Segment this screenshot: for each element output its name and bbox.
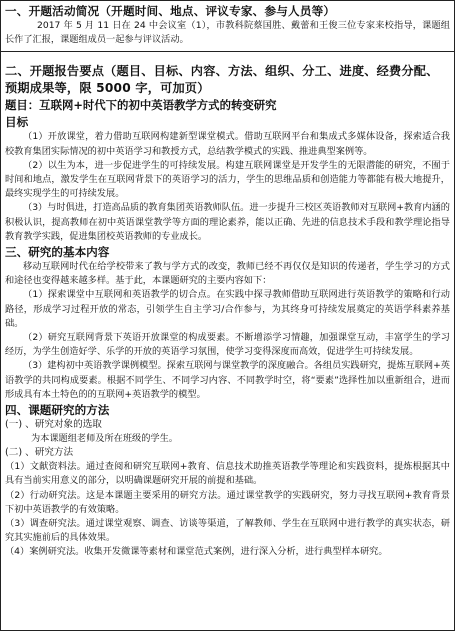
content-intro: 移动互联网时代在给学校带来了教与学方式的改变，教师已经不再仅仅是知识的传递者，学生学习的方式和途径也变得越来越多样。基于此，本课题研究的主要内容如下： <box>5 261 450 287</box>
method-item-4: （4）案例研究法。收集开发微课等素材和课堂范式案例，进行深入分析，进行典型样本研究。 <box>5 546 388 558</box>
methods-heading: 四、课题研究的方法 <box>5 403 110 418</box>
goal-item-3: （3）与时俱进，打造高品质的教育集团英语教师队伍。进一步提升三校区英语教师对互联网+教育内涵的积极认识，提高教师在初中英语课堂教学等方面的理论素养，能以正确、先进的信息技术手段和教学理论指导教育教学实践，促进集团校英语教师的专业成长。 <box>5 202 450 242</box>
report-heading: 二、开题报告要点（题目、目标、内容、方法、组织、分工、进度、经费分配、预期成果等，限 5000 字，可加页） <box>5 64 439 96</box>
method-heading: (二) 、研究方法 <box>5 447 74 459</box>
report-section <box>1 52 454 559</box>
activity-section <box>1 1 454 52</box>
topic-title: 题目：互联网+时代下的初中英语教学方式的转变研究 <box>5 98 277 113</box>
method-item-1: （1）文献资料法。通过查阅和研究互联网+教育、信息技术助推英语教学等理论和实践资料，提炼根据其中具有当前实用意义的部分，以明确课题研究开展的前提和基础。 <box>5 461 450 487</box>
method-item-2: （2）行动研究法。这是本课题主要采用的研究方法。通过课堂教学的实践研究，努力寻找互联网+教育背景下初中英语教学的有效策略。 <box>5 489 450 515</box>
content-item-3: （3）建构初中英语教学课例模型。探索互联网与课堂教学的深度融合。各组员实践研究，提炼互联网+英语教学的共同构成要素。根据不同学生、不同学习内容、不同教学时空，将“要素”选择性加以重新组合，进而形成具有本土特色的的互联网+英语教学的模型。 <box>5 360 450 400</box>
goal-item-2: （2）以生为本，进一步促进学生的可持续发展。构建互联网课堂是开发学生的无限潜能的研究，不囿于时间和地点，激发学生在互联网背景下的英语学习的活力，学生的思维品质和创造能力等都能有极大地提升，最终实现学生的可持续发展。 <box>5 159 450 200</box>
method-item-3: （3）调查研究法。通过课堂观察、调查、访谈等渠道，了解教师、学生在互联网中进行教学的真实状态，研究其实施前后的具体效果。 <box>5 518 450 544</box>
content-heading: 三、研究的基本内容 <box>5 245 110 260</box>
content-item-2: （2）研究互联网背景下英语开放课堂的构成要素。不断增添学习情趣，加强课堂互动，丰富学生的学习经历，为学生创造好学、乐学的开放的英语学习氛围，使学习变得深度而高效，促进学生可持续发展。 <box>5 332 450 358</box>
activity-body: 2017 年 5 月 11 日在 24 中会议室（1），市教科院蔡国胜、戴蕾和王俊三位专家来校指导，课题组长作了汇报，课题组成员一起参与评议活动。 <box>5 20 450 46</box>
object-heading: (一) 、研究对象的选取 <box>5 419 102 431</box>
content-item-1: （1）探索课堂中互联网和英语教学的切合点。在实践中探寻教师借助互联网进行英语教学的策略和行动路径，形成学习过程开放的常态，引领学生自主学习/合作参与，为其终身可持续发展奠定的英语学科素养基础。 <box>5 289 450 329</box>
goal-item-1: （1）开放课堂，着力借助互联网构建新型课堂模式。借助互联网平台和集成式多媒体设备，探索适合我校教育集团实际情况的初中英语学习和教授方式，总结教学模式的实践、推进典型案例等。 <box>5 131 450 157</box>
goals-heading: 目标 <box>5 115 29 130</box>
activity-heading: 一、开题活动简况（开题时间、地点、评议专家、参与人员等） <box>5 4 336 18</box>
object-body: 为本课题组老师及所在班级的学生。 <box>31 433 178 445</box>
